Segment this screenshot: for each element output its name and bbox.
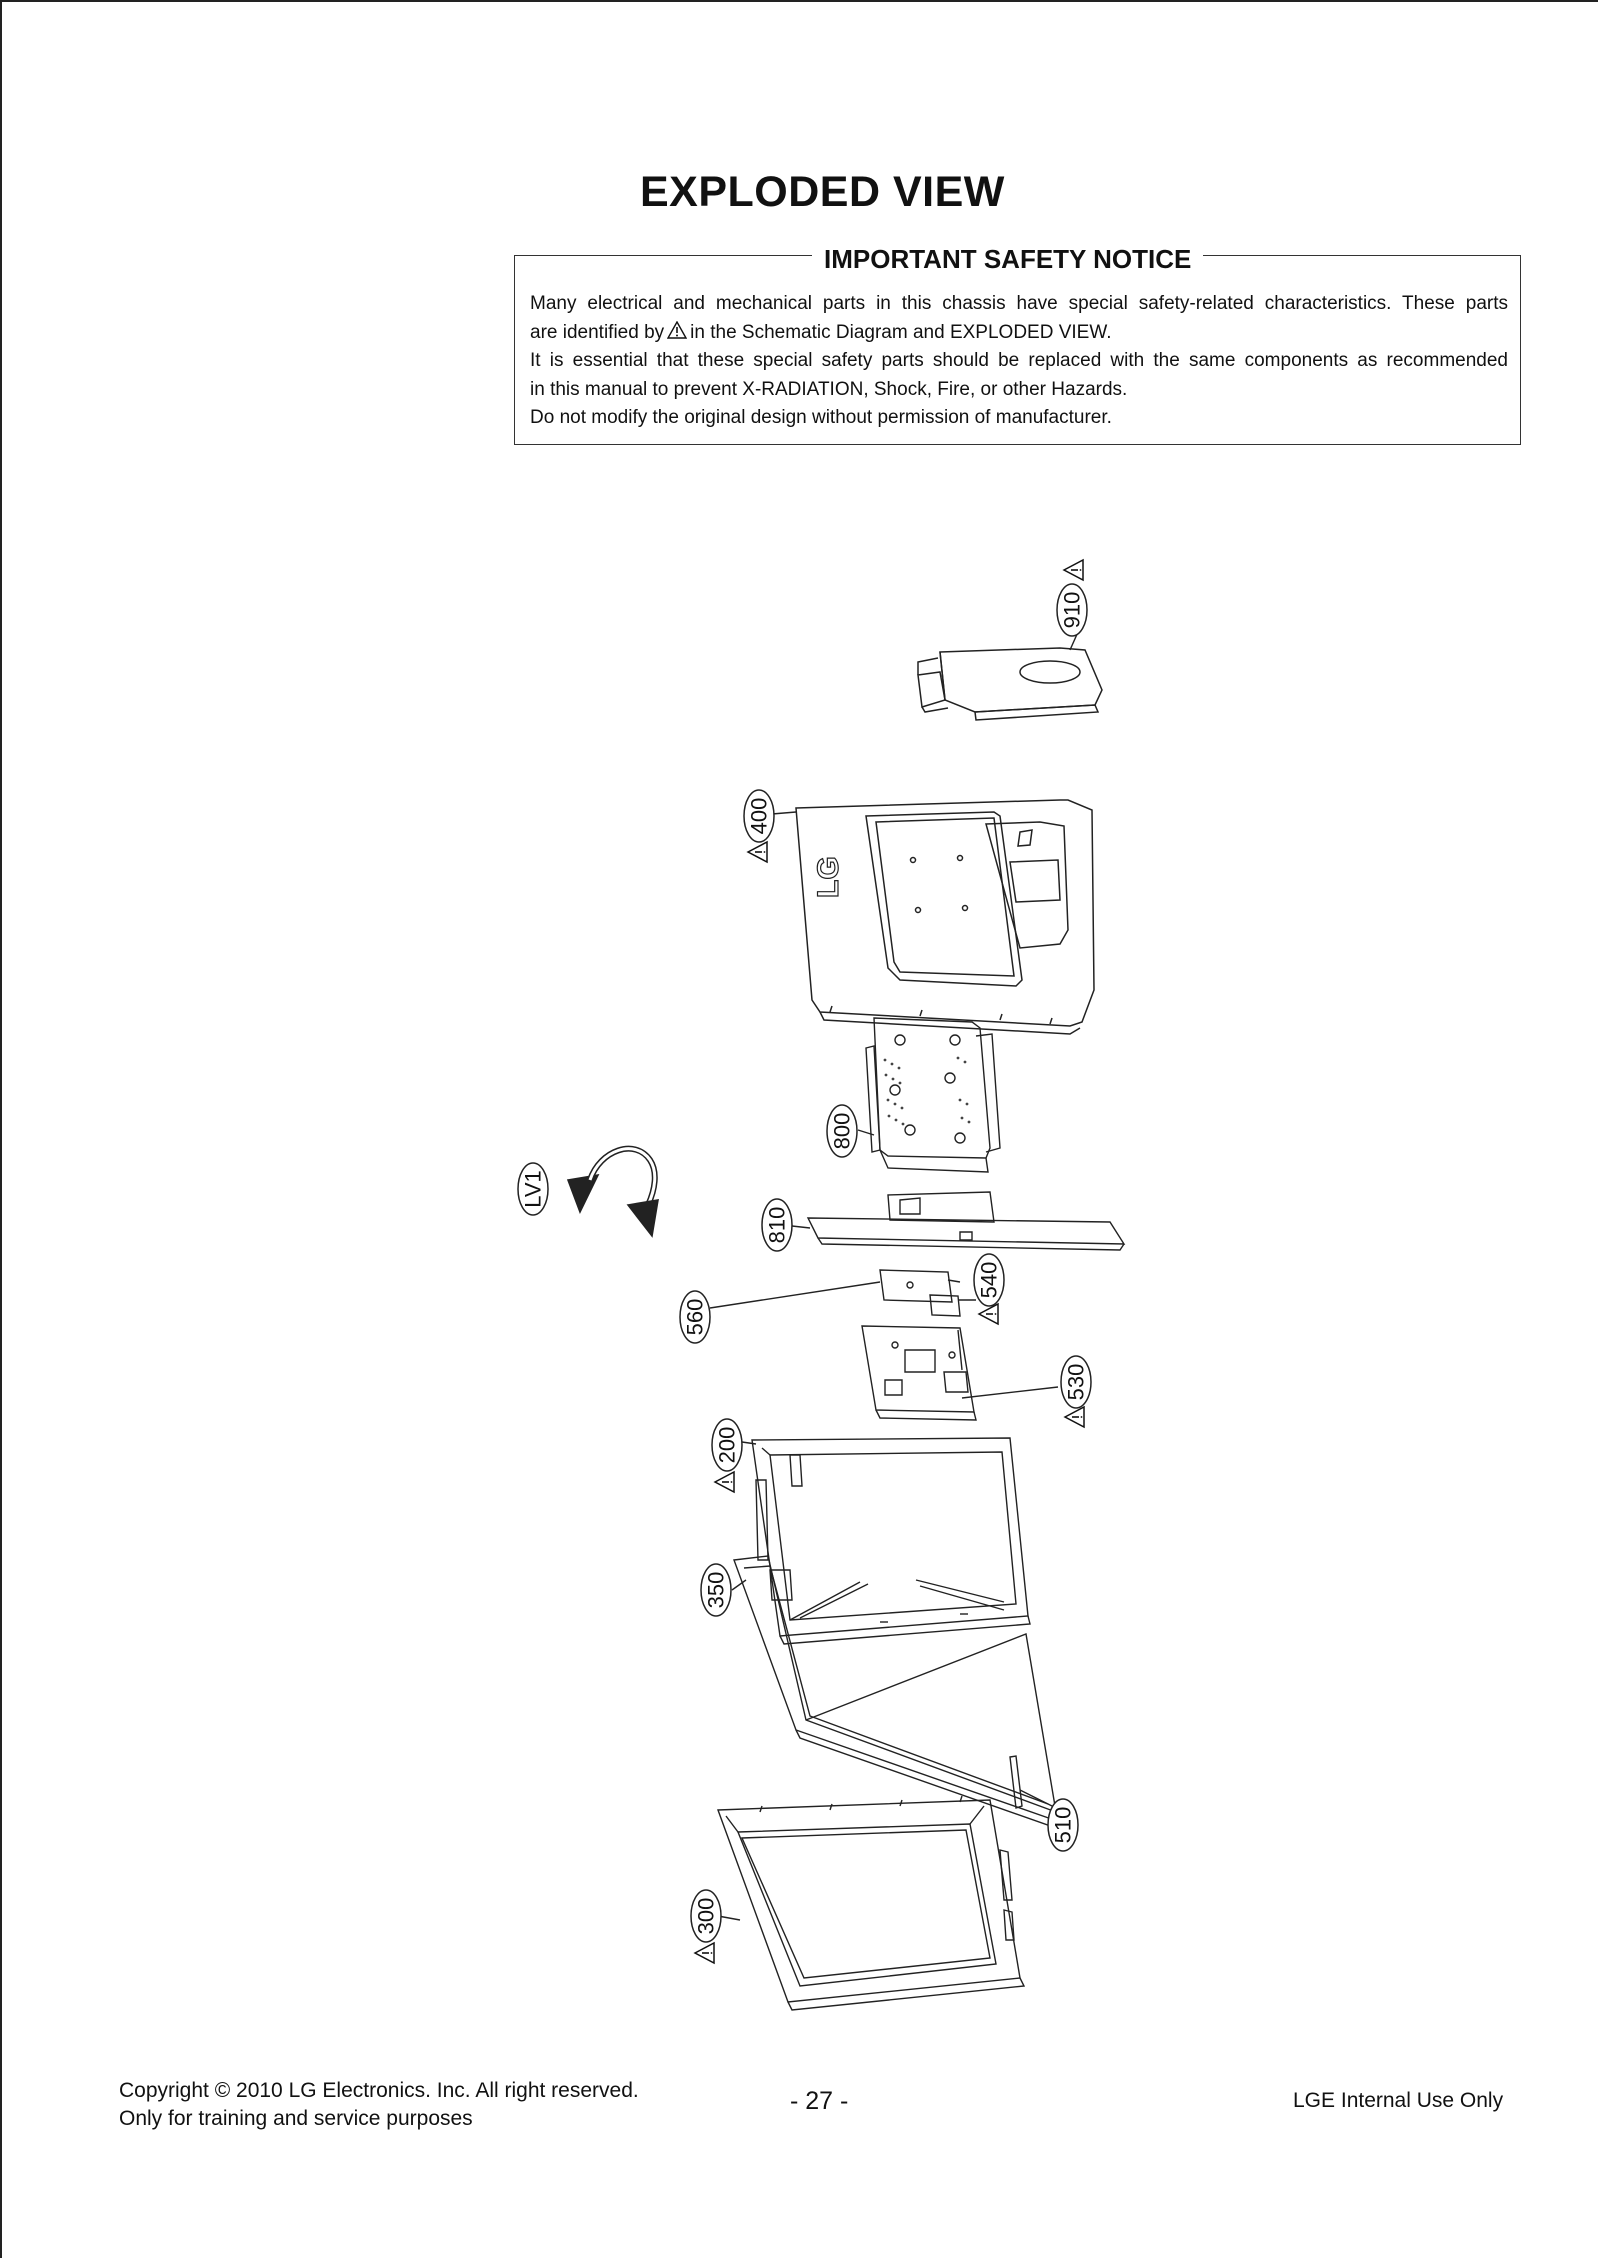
- part-callout-560: [680, 1291, 710, 1343]
- notice-line-4: in this manual to prevent X-RADIATION, Shock, Fire, or other Hazards.: [530, 378, 1128, 400]
- safety-notice-title: IMPORTANT SAFETY NOTICE: [812, 244, 1203, 275]
- footer-internal-use: LGE Internal Use Only: [1293, 2089, 1504, 2112]
- key-part: [1010, 1756, 1022, 1808]
- part-callout-810: [762, 1199, 792, 1251]
- warning-triangle-icon: [715, 1472, 734, 1492]
- lvds-cable-part: [568, 1149, 658, 1236]
- part-label-300: 300: [693, 1897, 719, 1935]
- footer-copyright-block: [119, 2077, 639, 2133]
- part-callout-910: [1057, 560, 1087, 636]
- main-frame-part: [752, 1438, 1030, 1644]
- notice-line-2-end: in the Schematic Diagram and EXPLODED VIEW.: [690, 321, 1112, 343]
- part-callout-300: [691, 1890, 721, 1963]
- main-board-part: [862, 1326, 976, 1420]
- footer-copyright: Copyright © 2010 LG Electronics. Inc. All right reserved.: [119, 2079, 639, 2102]
- shield-case-part: [866, 1018, 1000, 1172]
- notice-line-3: It is essential that these special safety parts should be replaced with the same components as recommended: [530, 350, 1508, 371]
- part-label-540: 540: [976, 1261, 1002, 1299]
- part-callout-350: [701, 1564, 731, 1616]
- warning-triangle-icon: [1065, 1407, 1084, 1427]
- lg-logo: LG: [812, 856, 845, 898]
- part-callout-530: [1061, 1356, 1091, 1427]
- warning-triangle-icon: [748, 842, 767, 862]
- notice-line-2-start: are identified by: [530, 321, 665, 343]
- part-callout-800: [827, 1105, 857, 1157]
- part-label-200: 200: [714, 1426, 740, 1464]
- notice-line-1: Many electrical and mechanical parts in this chassis have special safety-related characteristics. These parts: [530, 293, 1508, 314]
- part-callout-LV1: [518, 1163, 548, 1215]
- part-label-lv1: LV1: [520, 1170, 546, 1208]
- small-boards-part: [880, 1270, 960, 1316]
- front-cabinet-part: [718, 1796, 1024, 2010]
- part-label-530: 530: [1063, 1363, 1089, 1401]
- bracket-part: [808, 1192, 1124, 1250]
- notice-line-5: Do not modify the original design without permission of manufacturer.: [530, 407, 1112, 428]
- lcd-panel-part: [734, 1556, 1062, 1830]
- part-callout-200: [712, 1419, 742, 1492]
- footer-purpose: Only for training and service purposes: [119, 2107, 473, 2130]
- part-label-400: 400: [746, 797, 772, 835]
- warning-triangle-icon: [1064, 560, 1083, 580]
- part-label-350: 350: [703, 1571, 729, 1609]
- part-callout-540: [974, 1254, 1004, 1324]
- part-label-810: 810: [764, 1206, 790, 1244]
- part-callout-400: [744, 790, 774, 862]
- rear-cover-part: [796, 800, 1094, 1034]
- warning-triangle-icon: [979, 1304, 998, 1324]
- part-callout-510: [1048, 1799, 1078, 1851]
- page-title: EXPLODED VIEW: [640, 168, 1005, 216]
- part-label-800: 800: [829, 1112, 855, 1150]
- page-number: - 27 -: [790, 2087, 849, 2115]
- part-label-510: 510: [1050, 1806, 1076, 1844]
- part-label-560: 560: [682, 1298, 708, 1336]
- part-label-910: 910: [1059, 591, 1085, 629]
- warning-triangle-icon: [695, 1943, 714, 1963]
- stand-hinge-part: [918, 648, 1102, 720]
